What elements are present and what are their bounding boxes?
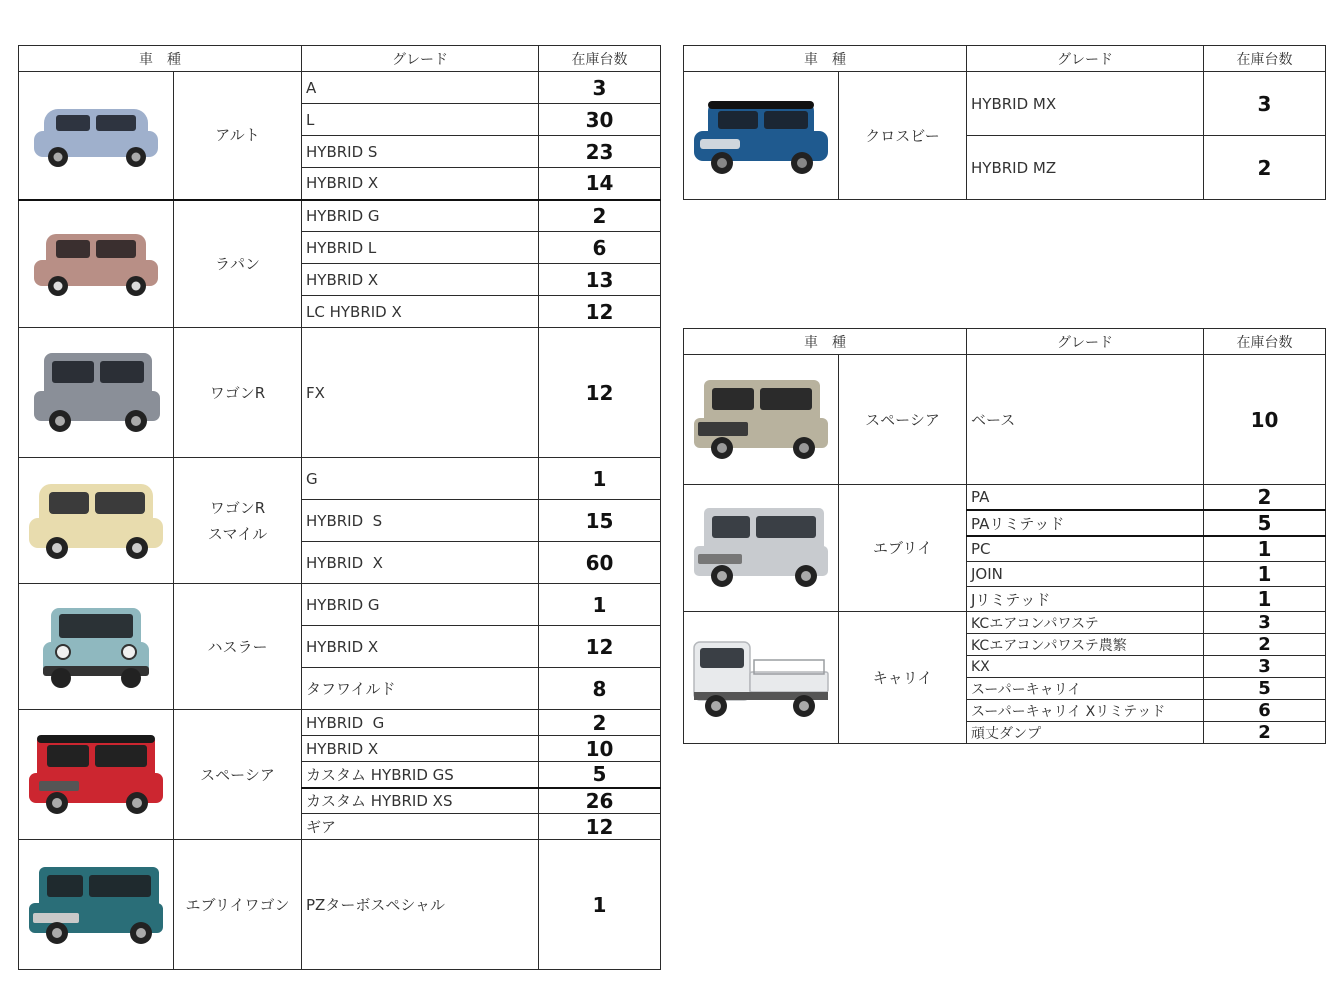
table-row [684, 612, 1326, 634]
header-grade: グレード [967, 329, 1204, 355]
table-row [19, 458, 661, 500]
model-name-line1: ワゴンR [209, 498, 266, 517]
table-row [19, 328, 661, 458]
truck-photo-icon [688, 632, 834, 724]
stock-count: 3 [1204, 72, 1326, 136]
model-name: アルト [174, 72, 302, 200]
stock-count: 6 [1204, 700, 1326, 722]
car-photo-icon [23, 476, 169, 566]
grade-cell: HYBRID X [302, 542, 539, 584]
header-grade: グレード [967, 46, 1204, 72]
xbee-car-photo [684, 72, 839, 200]
car-photo-icon [31, 602, 161, 692]
grade-cell: ギア [302, 814, 539, 840]
stock-count: 3 [539, 72, 661, 104]
table-header-row [19, 46, 661, 72]
model-name [174, 458, 302, 584]
lapin-car-photo [19, 200, 174, 328]
alto-car-photo [19, 72, 174, 200]
stock-count: 26 [539, 788, 661, 814]
grade-cell: HYBRID MZ [967, 136, 1204, 200]
header-stock: 在庫台数 [1204, 329, 1326, 355]
carry-truck-photo [684, 612, 839, 744]
grade-cell: HYBRID X [302, 264, 539, 296]
model-name: スペーシア [839, 355, 967, 485]
grade-cell: HYBRID S [302, 500, 539, 542]
model-name: エブリイ [839, 485, 967, 612]
stock-count: 1 [539, 584, 661, 626]
table-header-row [684, 329, 1326, 355]
stock-count: 1 [539, 840, 661, 970]
car-photo-icon [688, 93, 834, 179]
table-row [19, 710, 661, 736]
grade-cell: HYBRID X [302, 736, 539, 762]
grade-cell: スーパーキャリイ Xリミテッド [967, 700, 1204, 722]
every-van-car-photo [684, 485, 839, 612]
stock-count: 13 [539, 264, 661, 296]
car-photo-icon [26, 224, 166, 304]
car-photo-icon [26, 347, 166, 439]
grade-cell: HYBRID G [302, 710, 539, 736]
stock-count: 1 [1204, 587, 1326, 612]
stock-count: 10 [539, 736, 661, 762]
grade-cell: JOIN [967, 562, 1204, 587]
grade-cell: PC [967, 536, 1204, 562]
model-name: クロスビー [839, 72, 967, 200]
header-model: 車 種 [684, 329, 967, 355]
grade-cell: カスタム HYBRID GS [302, 762, 539, 788]
grade-cell: 頑丈ダンプ [967, 722, 1204, 744]
table-row [684, 485, 1326, 511]
grade-cell: HYBRID L [302, 232, 539, 264]
right-bottom-stock-table [683, 328, 1326, 744]
header-model: 車 種 [19, 46, 302, 72]
grade-cell: HYBRID X [302, 168, 539, 200]
grade-cell: L [302, 104, 539, 136]
grade-cell: スーパーキャリイ [967, 678, 1204, 700]
stock-count: 2 [1204, 634, 1326, 656]
hustler-car-photo [19, 584, 174, 710]
car-photo-icon [26, 95, 166, 175]
grade-cell: LC HYBRID X [302, 296, 539, 328]
header-stock: 在庫台数 [1204, 46, 1326, 72]
stock-count: 2 [539, 200, 661, 232]
stock-count: 6 [539, 232, 661, 264]
table-row [19, 200, 661, 232]
header-stock: 在庫台数 [539, 46, 661, 72]
stock-count: 12 [539, 328, 661, 458]
wagon-r-car-photo [19, 328, 174, 458]
grade-cell: HYBRID G [302, 584, 539, 626]
stock-count: 1 [539, 458, 661, 500]
right-top-stock-table [683, 45, 1326, 200]
car-photo-icon [23, 729, 169, 821]
spacia-base-car-photo [684, 355, 839, 485]
grade-cell: KCエアコンパワステ [967, 612, 1204, 634]
stock-count: 30 [539, 104, 661, 136]
stock-count: 15 [539, 500, 661, 542]
stock-count: 3 [1204, 656, 1326, 678]
stock-count: 5 [1204, 678, 1326, 700]
model-name: キャリイ [839, 612, 967, 744]
grade-cell: タフワイルド [302, 668, 539, 710]
left-stock-table [18, 45, 661, 970]
model-name-line2: スマイル [207, 524, 268, 543]
wagon-r-smile-car-photo [19, 458, 174, 584]
stock-count: 8 [539, 668, 661, 710]
stock-count: 2 [539, 710, 661, 736]
table-row [19, 584, 661, 626]
stock-count: 2 [1204, 136, 1326, 200]
table-header-row [684, 46, 1326, 72]
model-name: ワゴンR [174, 328, 302, 458]
grade-cell: G [302, 458, 539, 500]
stock-count: 10 [1204, 355, 1326, 485]
grade-cell: HYBRID G [302, 200, 539, 232]
table-row [684, 355, 1326, 485]
stock-count: 12 [539, 296, 661, 328]
grade-cell: ベース [967, 355, 1204, 485]
model-name: スペーシア [174, 710, 302, 840]
stock-count: 60 [539, 542, 661, 584]
stock-count: 12 [539, 626, 661, 668]
grade-cell: カスタム HYBRID XS [302, 788, 539, 814]
grade-cell: FX [302, 328, 539, 458]
grade-cell: PA [967, 485, 1204, 511]
header-grade: グレード [302, 46, 539, 72]
model-name: ハスラー [174, 584, 302, 710]
model-name: ラパン [174, 200, 302, 328]
stock-count: 3 [1204, 612, 1326, 634]
grade-cell: HYBRID MX [967, 72, 1204, 136]
grade-cell: A [302, 72, 539, 104]
every-wagon-car-photo [19, 840, 174, 970]
car-photo-icon [688, 502, 834, 594]
car-photo-icon [23, 859, 169, 951]
grade-cell: HYBRID X [302, 626, 539, 668]
table-row [19, 72, 661, 104]
grade-cell: PZターボスペシャル [302, 840, 539, 970]
table-row [19, 840, 661, 970]
stock-count: 1 [1204, 536, 1326, 562]
stock-count: 5 [1204, 510, 1326, 536]
model-name: エブリイワゴン [174, 840, 302, 970]
grade-cell: KCエアコンパワステ農繁 [967, 634, 1204, 656]
header-model: 車 種 [684, 46, 967, 72]
stock-count: 2 [1204, 722, 1326, 744]
grade-cell: HYBRID S [302, 136, 539, 168]
table-row [684, 72, 1326, 136]
grade-cell: PAリミテッド [967, 510, 1204, 536]
grade-cell: KX [967, 656, 1204, 678]
stock-count: 23 [539, 136, 661, 168]
stock-count: 14 [539, 168, 661, 200]
car-photo-icon [688, 374, 834, 466]
grade-cell: Jリミテッド [967, 587, 1204, 612]
spacia-custom-car-photo [19, 710, 174, 840]
stock-count: 12 [539, 814, 661, 840]
stock-count: 1 [1204, 562, 1326, 587]
stock-count: 5 [539, 762, 661, 788]
stock-count: 2 [1204, 485, 1326, 511]
